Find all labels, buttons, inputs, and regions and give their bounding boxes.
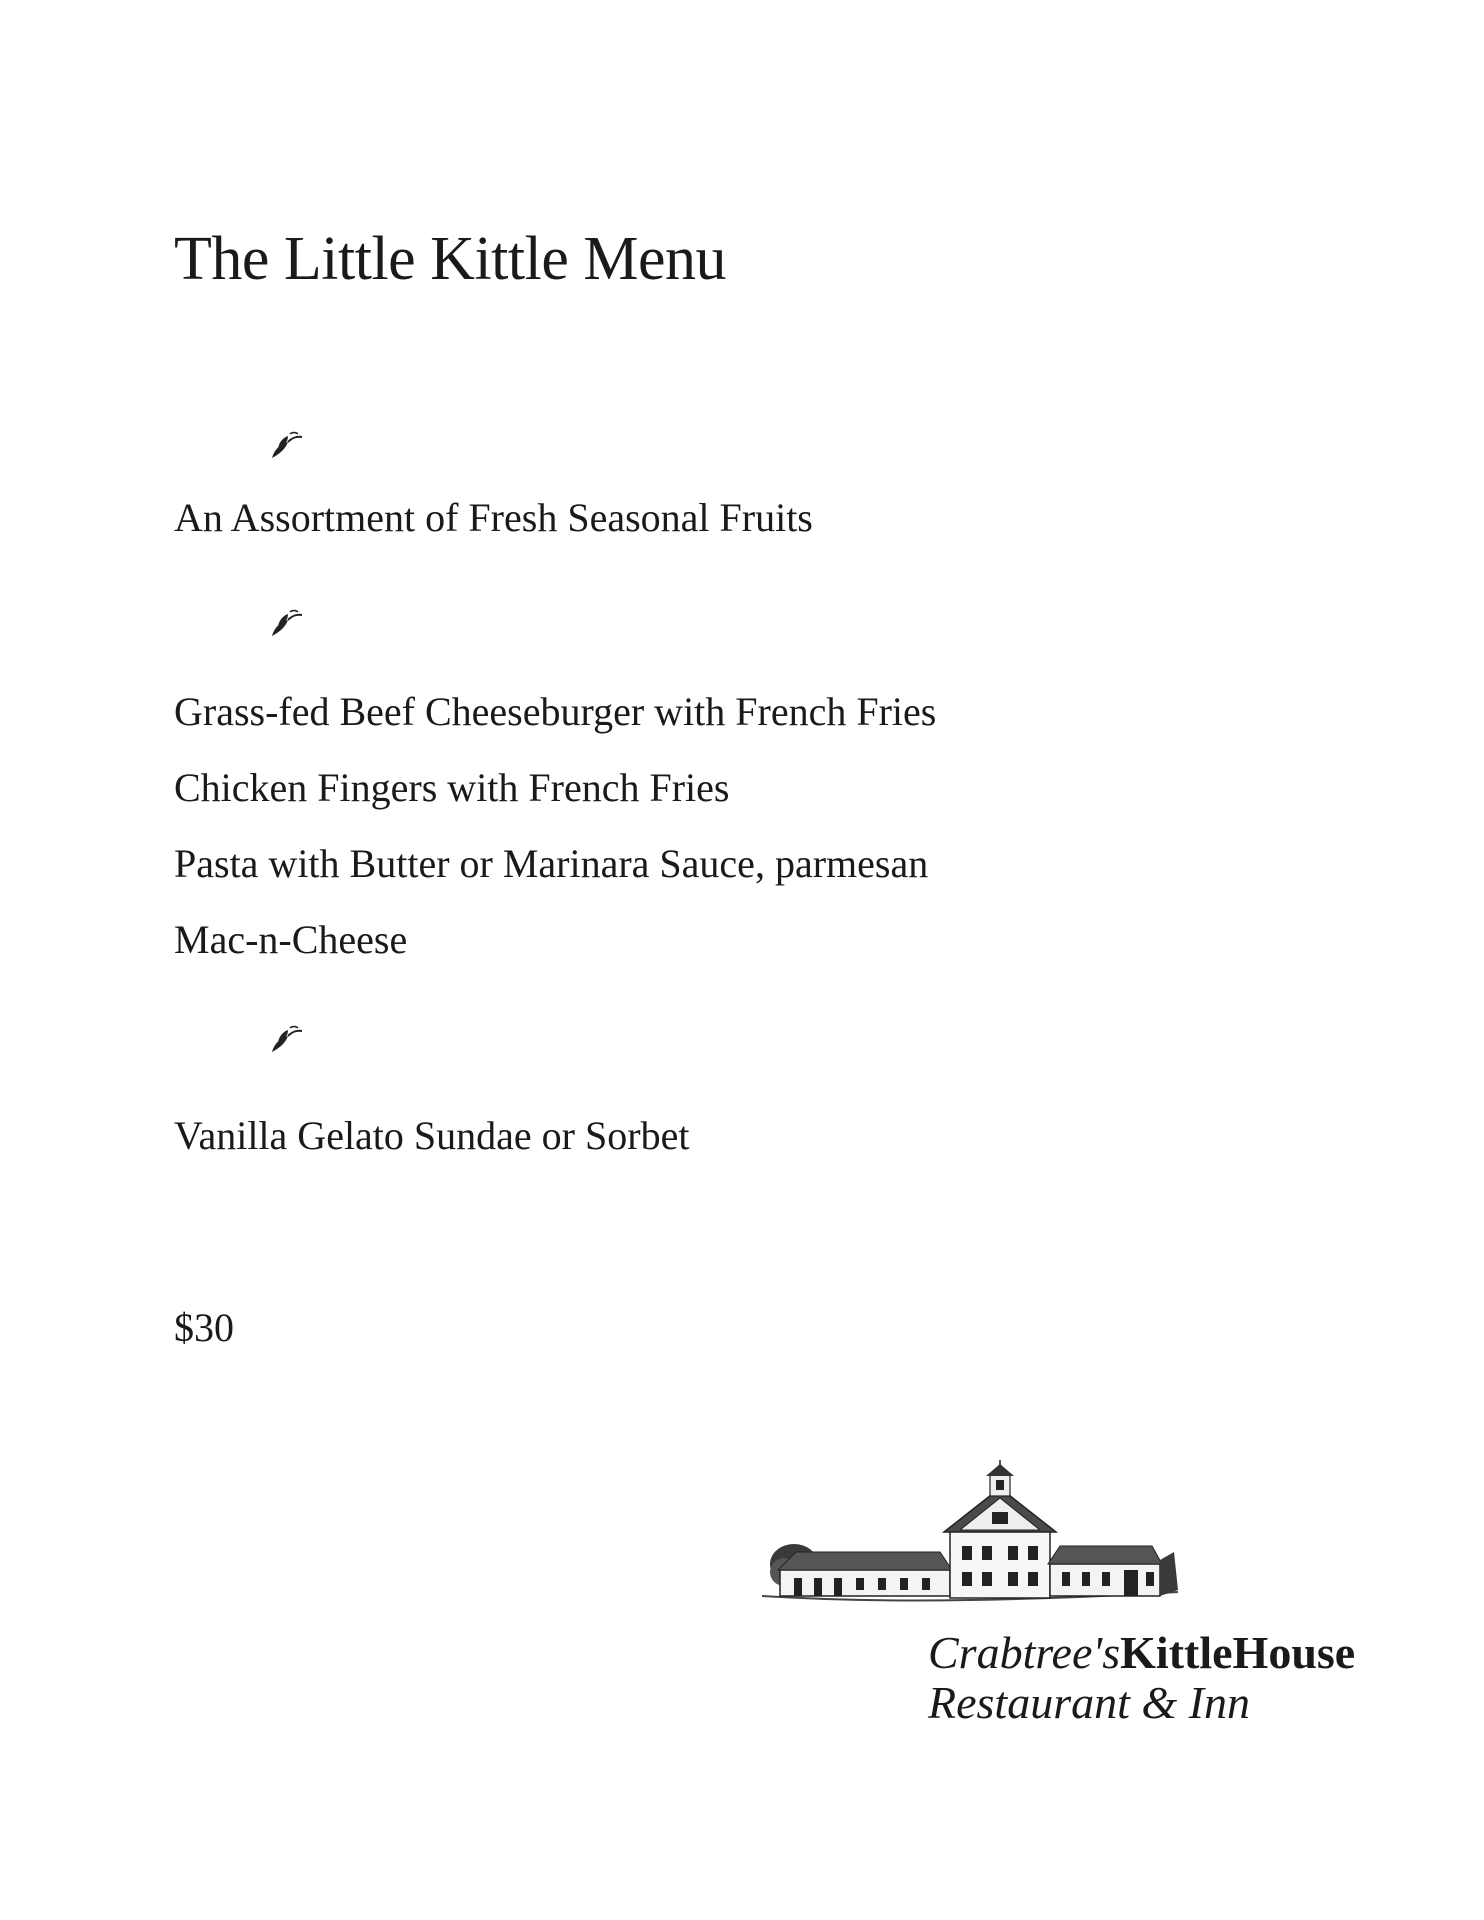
- brand-name-bold: KittleHouse: [1120, 1627, 1356, 1678]
- menu-item: Pasta with Butter or Marinara Sauce, parmesan: [174, 841, 929, 886]
- leaf-sprig-icon: [266, 1018, 306, 1058]
- menu-price: $30: [174, 1305, 234, 1350]
- menu-item: Chicken Fingers with French Fries: [174, 765, 730, 810]
- menu-item: An Assortment of Fresh Seasonal Fruits: [174, 495, 813, 540]
- brand-subtitle: Restaurant & Inn: [928, 1677, 1250, 1728]
- inn-building-illustration: [760, 1460, 1180, 1620]
- menu-item: Grass-fed Beef Cheeseburger with French Fries: [174, 689, 937, 734]
- menu-title: The Little Kittle Menu: [174, 225, 727, 293]
- menu-item: Mac-n-Cheese: [174, 917, 408, 962]
- brand-name-script: Crabtree's: [928, 1627, 1121, 1678]
- leaf-sprig-icon: [266, 424, 306, 464]
- menu-item: Vanilla Gelato Sundae or Sorbet: [174, 1113, 690, 1158]
- brand-logo: [928, 1628, 1355, 1728]
- brand-name: [928, 1628, 1355, 1678]
- leaf-sprig-icon: [266, 602, 306, 642]
